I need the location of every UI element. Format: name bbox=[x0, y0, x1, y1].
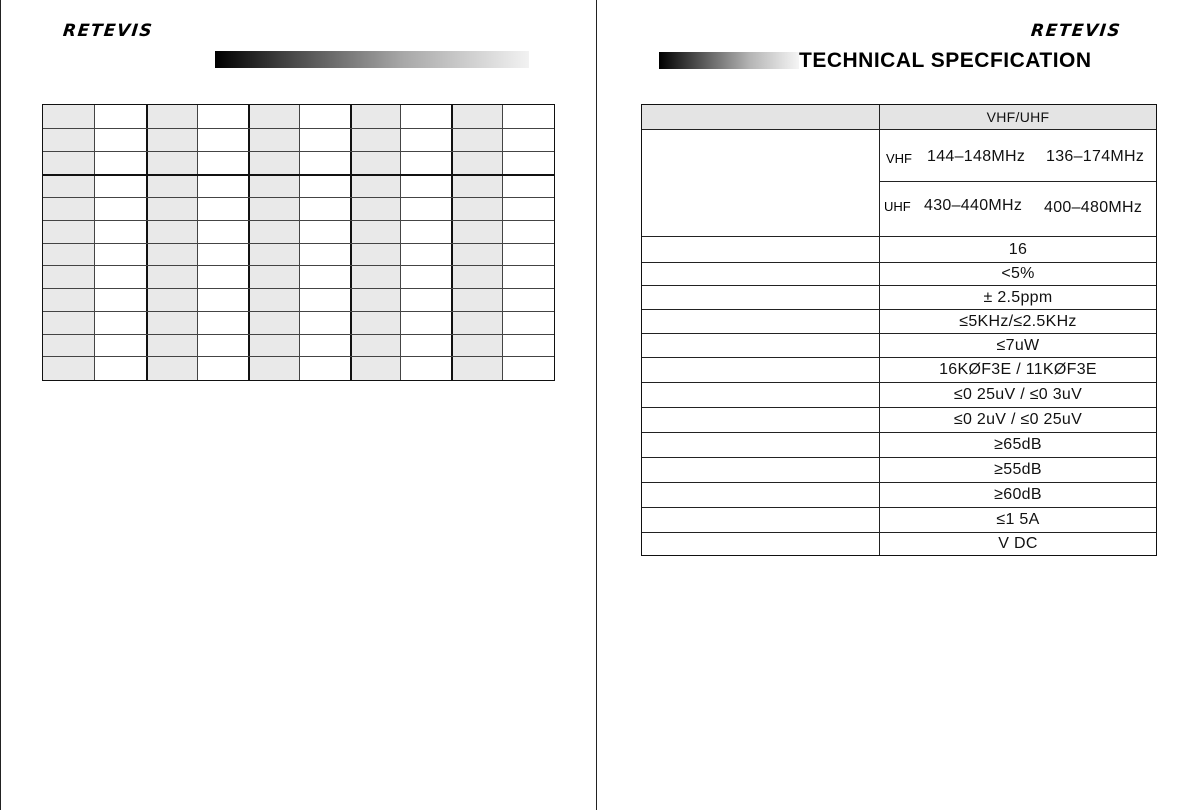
spec-label-cell bbox=[642, 358, 880, 382]
spec-row bbox=[642, 432, 1156, 457]
band-range: 136–174MHz bbox=[1046, 148, 1145, 165]
grid-row-line bbox=[43, 356, 554, 357]
grid-row-line bbox=[43, 174, 554, 176]
band-tag: UHF bbox=[884, 199, 911, 214]
grid-row-line bbox=[43, 288, 554, 289]
spec-label-cell bbox=[642, 408, 880, 432]
spec-value: V DC bbox=[998, 535, 1038, 552]
spec-label-cell bbox=[642, 286, 880, 309]
vhf-band-line bbox=[880, 130, 1156, 182]
retevis-logo: RETEVIS bbox=[1029, 21, 1123, 41]
grid-row-line bbox=[43, 220, 554, 221]
channel-grid bbox=[42, 104, 555, 381]
spec-value: ≤0 2uV / ≤0 25uV bbox=[953, 411, 1083, 428]
spec-row bbox=[642, 333, 1156, 357]
uhf-band-line bbox=[880, 182, 1156, 232]
spec-row bbox=[642, 262, 1156, 285]
spec-label-cell bbox=[642, 508, 880, 532]
grid-row-line bbox=[43, 311, 554, 312]
spec-label-cell bbox=[642, 458, 880, 482]
grid-row-line bbox=[43, 243, 554, 244]
spec-value: ± 2.5ppm bbox=[983, 288, 1053, 306]
spec-value: ≤1 5A bbox=[996, 511, 1040, 528]
spec-header-row bbox=[642, 105, 1156, 129]
spec-value: ≥65dB bbox=[994, 436, 1042, 453]
spec-row bbox=[642, 285, 1156, 309]
grid-row-line bbox=[43, 265, 554, 266]
spec-row bbox=[642, 507, 1156, 532]
grid-row-line bbox=[43, 334, 554, 335]
spec-value: 16 bbox=[1008, 240, 1028, 258]
spec-label-cell bbox=[642, 533, 880, 555]
spec-label-cell bbox=[642, 263, 880, 285]
spec-label-cell bbox=[642, 310, 880, 333]
grid-row-line bbox=[43, 151, 554, 152]
spec-label-cell bbox=[642, 433, 880, 457]
spec-value: ≤0 25uV / ≤0 3uV bbox=[953, 386, 1083, 403]
title-gradient-bar bbox=[215, 51, 529, 68]
spec-row bbox=[642, 309, 1156, 333]
band-tag: VHF bbox=[886, 151, 912, 166]
spec-row bbox=[642, 407, 1156, 432]
spec-row bbox=[642, 532, 1156, 555]
spec-label-cell bbox=[642, 105, 880, 129]
spec-row bbox=[642, 482, 1156, 507]
spec-row bbox=[642, 382, 1156, 407]
spec-table bbox=[641, 104, 1157, 556]
spec-value: ≤5KHz/≤2.5KHz bbox=[959, 312, 1077, 330]
grid-row-line bbox=[43, 128, 554, 129]
spec-row bbox=[642, 457, 1156, 482]
band-range: 144–148MHz bbox=[927, 148, 1026, 165]
spec-label-cell bbox=[642, 383, 880, 407]
spec-label-cell bbox=[642, 130, 880, 236]
spec-label-cell bbox=[642, 483, 880, 507]
right-page bbox=[596, 0, 1190, 810]
spec-value: ≤7uW bbox=[996, 336, 1040, 354]
spec-value: <5% bbox=[1001, 265, 1035, 282]
frequency-range-row bbox=[642, 129, 1156, 236]
spec-value: 16KØF3E / 11KØF3E bbox=[939, 361, 1097, 378]
retevis-logo: RETEVIS bbox=[61, 21, 155, 41]
title-gradient-bar bbox=[659, 52, 799, 69]
spec-label-cell bbox=[642, 334, 880, 357]
band-range: 400–480MHz bbox=[1044, 199, 1143, 216]
spec-value: ≥60dB bbox=[994, 486, 1042, 503]
spec-row bbox=[642, 357, 1156, 382]
spec-value: ≥55dB bbox=[994, 461, 1042, 478]
section-title: TECHNICAL SPECFICATION bbox=[799, 49, 1092, 72]
spec-header-value: VHF/UHF bbox=[986, 109, 1050, 125]
spec-row bbox=[642, 236, 1156, 262]
spec-label-cell bbox=[642, 237, 880, 262]
grid-row-line bbox=[43, 197, 554, 198]
band-range: 430–440MHz bbox=[924, 197, 1023, 214]
